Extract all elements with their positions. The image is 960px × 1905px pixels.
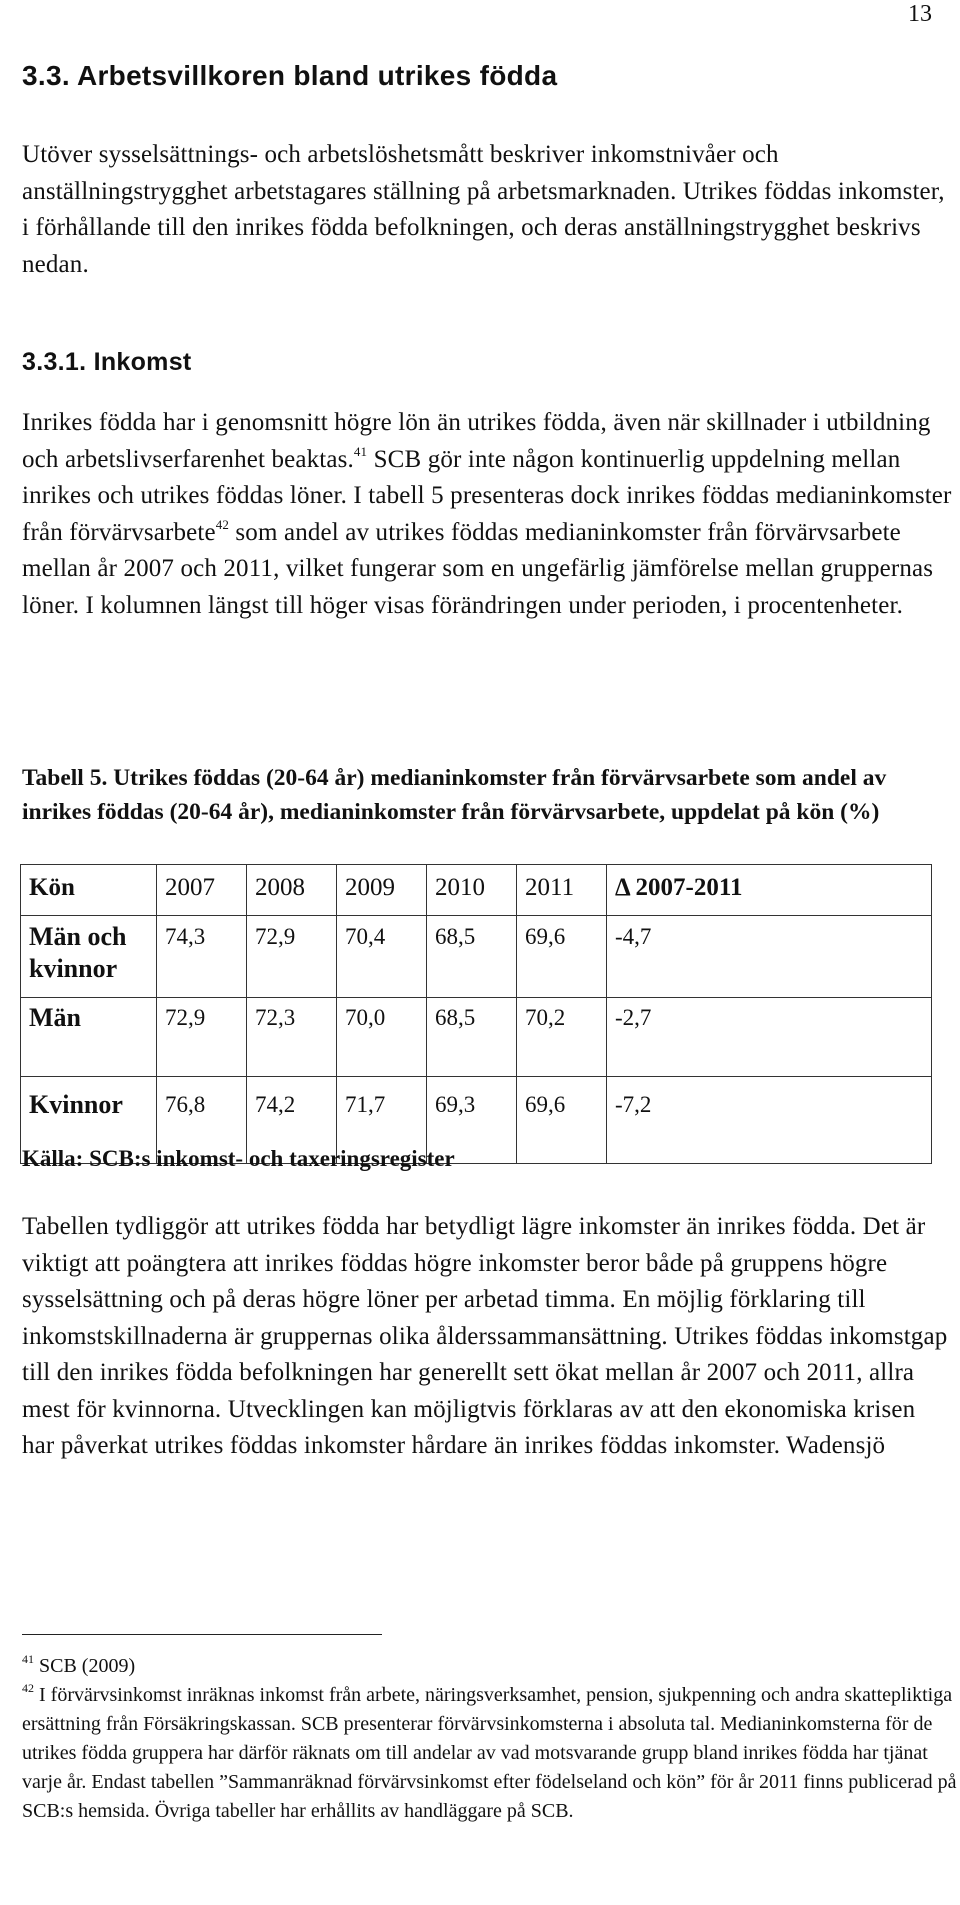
header-cell-kon: Kön: [21, 865, 157, 916]
header-cell-2007: 2007: [157, 865, 247, 916]
table-cell: 72,3: [247, 998, 337, 1077]
inkomst-text-part-2: SCB gör inte någon kontinuerlig uppdelning mellan inrikes och utrikes föddas löner. I tabell 5 presenteras dock inrikes föddas medianinkomster från förvärvsarbete: [22, 445, 952, 546]
footnote-text: SCB (2009): [39, 1655, 136, 1677]
inkomst-text-part-1: Inrikes födda har i genomsnitt högre lön än utrikes födda, även när skillnader i utbildning och arbetslivserfarenhet beaktas.: [22, 409, 931, 473]
table-cell-delta: -2,7: [607, 998, 932, 1077]
table-cell: 70,2: [517, 998, 607, 1077]
footnote-ref-41[interactable]: 41: [353, 443, 368, 459]
footnote-42: [22, 1681, 957, 1826]
table-cell: 69,6: [517, 1077, 607, 1164]
table-source: Källa: SCB:s inkomst- och taxeringsregister: [22, 1146, 455, 1171]
table-cell: 69,6: [517, 916, 607, 998]
table-cell: 76,8: [157, 1077, 247, 1164]
table-row: [21, 916, 932, 998]
table-cell: 70,0: [337, 998, 427, 1077]
footnote-number: 42: [22, 1681, 34, 1695]
subsection-heading: 3.3.1. Inkomst: [22, 348, 192, 376]
row-label: Kvinnor: [21, 1077, 157, 1164]
table-cell: 68,5: [427, 916, 517, 998]
table-cell: 74,2: [247, 1077, 337, 1164]
row-label: Män och kvinnor: [21, 916, 157, 998]
table-row: [21, 998, 932, 1077]
page-number: 13: [908, 1, 932, 27]
footnote-41: [22, 1652, 957, 1681]
table-cell: 71,7: [337, 1077, 427, 1164]
table-cell: 74,3: [157, 916, 247, 998]
intro-paragraph: Utöver sysselsättnings- och arbetslöshetsmått beskriver inkomstnivåer och anställningstrygghet arbetstagares ställning på arbetsmarknaden. Utrikes föddas inkomster, i förhållande till den inrikes födda befolkningen, och deras anställningstrygghet beskrivs nedan.: [22, 141, 945, 278]
row-label: Män: [21, 998, 157, 1077]
footnote-ref-42[interactable]: 42: [215, 516, 230, 532]
table-cell: 72,9: [157, 998, 247, 1077]
header-cell-delta: Δ 2007-2011: [607, 865, 932, 916]
section-heading: 3.3. Arbetsvillkoren bland utrikes födda: [22, 60, 558, 91]
table-cell: 69,3: [427, 1077, 517, 1164]
footnotes: [22, 1652, 957, 1826]
table-cell-delta: -7,2: [607, 1077, 932, 1164]
analysis-paragraph: Tabellen tydliggör att utrikes födda har betydligt lägre inkomster än inrikes födda. Det är viktigt att poängtera att inrikes föddas högre inkomster beror både på gruppens högre sysselsättning och på deras högre löner per arbetad timma. En möjlig förklaring till inkomstskillnaderna är gruppernas olika ålderssammansättning. Utrikes föddas inkomstgap till den inrikes födda befolkningen har generellt sett ökat mellan år 2007 och 2011, allra mest för kvinnorna. Utvecklingen kan möjligtvis förklaras av att den ekonomiska krisen har påverkat utrikes föddas inkomster hårdare än inrikes föddas inkomster. Wadensjö: [22, 1213, 948, 1459]
income-table: [20, 864, 932, 1164]
footnote-number: 41: [22, 1652, 34, 1666]
header-cell-2010: 2010: [427, 865, 517, 916]
table-header-row: [21, 865, 932, 916]
table-cell: 72,9: [247, 916, 337, 998]
table-cell-delta: -4,7: [607, 916, 932, 998]
table-cell: 70,4: [337, 916, 427, 998]
footnote-divider: [22, 1634, 382, 1635]
footnote-text: I förvärvsinkomst inräknas inkomst från arbete, näringsverksamhet, pension, sjukpenning och andra skattepliktiga ersättning från Försäkringskassan. SCB presenterar förvärvsinkomsterna i absoluta tal. Medianinkomsterna för de utrikes födda gruppera har därför räknats om till andelar av vad motsvarande grupp bland inrikes födda har tjänat varje år. Endast tabellen ”Sammanräknad förvärvsinkomst efter födelseland och kön” för år 2011 finns publicerad på SCB:s hemsida. Övriga tabeller har erhållits av handläggare på SCB.: [22, 1684, 957, 1822]
inkomst-text-part-3: som andel av utrikes föddas medianinkomster från förvärvsarbete mellan år 2007 och 2011, vilket fungerar som en ungefärlig jämförelse mellan gruppernas löner. I kolumnen längst till höger visas förändringen under perioden, i procentenheter.: [22, 518, 934, 619]
table-cell: 68,5: [427, 998, 517, 1077]
inkomst-paragraph: [22, 405, 952, 624]
table-caption: Tabell 5. Utrikes föddas (20-64 år) medianinkomster från förvärvsarbete som andel av inrikes föddas (20-64 år), medianinkomster från förvärvsarbete, uppdelat på kön (%): [22, 765, 887, 825]
header-cell-2008: 2008: [247, 865, 337, 916]
header-cell-2011: 2011: [517, 865, 607, 916]
header-cell-2009: 2009: [337, 865, 427, 916]
